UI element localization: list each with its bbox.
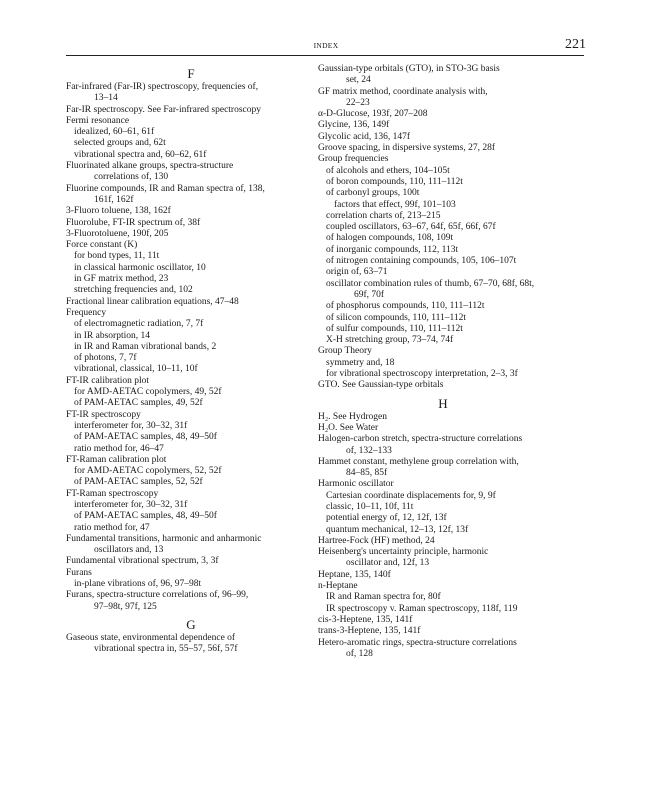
index-entry: Frequency (66, 307, 107, 318)
index-entry: Furans, spectra-structure correlations of, 96–99, (66, 590, 249, 601)
index-entry-continuation: 13–14 (94, 93, 118, 104)
index-entry: FT-Raman spectroscopy (66, 488, 159, 499)
index-subentry: of halogen compounds, 108, 109t (326, 233, 454, 244)
index-entry: Fluorine compounds, IR and Raman spectra of, 138, (66, 183, 265, 194)
index-column-left (66, 64, 316, 656)
index-entry-continuation: set, 24 (346, 75, 371, 86)
index-subentry: of sulfur compounds, 110, 111–112t (326, 323, 463, 334)
index-subentry: quantum mechanical, 12–13, 12f, 13f (326, 524, 469, 535)
index-subentry: selected groups and, 62t (74, 138, 166, 149)
index-column-right (318, 64, 568, 660)
index-entry: Fermi resonance (66, 115, 130, 126)
index-entry: Glycine, 136, 149f (318, 120, 390, 131)
index-subentry: ratio method for, 46–47 (74, 443, 164, 454)
index-subentry: of PAM-AETAC samples, 48, 49–50f (74, 432, 217, 443)
index-subentry: interferometer for, 30–32, 31f (74, 499, 188, 510)
index-entry: GF matrix method, coordinate analysis with, (318, 86, 488, 97)
index-entry: Gaussian-type orbitals (GTO), in STO-3G basis (318, 64, 500, 74)
index-entry-continuation: 161f, 162f (94, 194, 134, 205)
index-subentry: IR and Raman spectra for, 80f (326, 592, 441, 603)
index-subentry: IR spectroscopy v. Raman spectroscopy, 118f, 119 (326, 603, 518, 614)
entries-g-left (66, 633, 316, 656)
index-entry-continuation: of, 132–133 (346, 445, 392, 456)
index-subentry: for AMD-AETAC copolymers, 49, 52f (74, 387, 222, 398)
index-subentry: oscillator combination rules of thumb, 67–70, 68f, 68t, (326, 278, 535, 289)
page-number: 221 (565, 37, 586, 52)
index-subentry: correlation charts of, 213–215 (326, 210, 441, 221)
index-subentry: idealized, 60–61, 61f (74, 127, 155, 138)
index-subentry: in GF matrix method, 23 (74, 274, 169, 285)
index-entry-continuation: oscillator and, 12f, 13 (346, 558, 430, 569)
index-subentry: of phosphorus compounds, 110, 111–112t (326, 301, 485, 312)
entries-g-right (318, 64, 568, 392)
index-entry: Group Theory (318, 346, 372, 357)
index-subentry: for vibrational spectroscopy interpretation, 2–3, 3f (326, 369, 518, 380)
index-subentry: of carbonyl groups, 100t (326, 188, 420, 199)
index-entry: H₂. See Hydrogen (318, 411, 388, 422)
section-letter-h: H (438, 395, 448, 411)
index-subentry: of inorganic compounds, 112, 113t (326, 244, 459, 255)
index-subentry: for AMD-AETAC copolymers, 52, 52f (74, 466, 222, 477)
index-entry: 3-Fluoro toluene, 138, 162f (66, 206, 171, 217)
index-subentry: symmetry and, 18 (326, 357, 395, 368)
running-title: INDEX (313, 41, 339, 50)
index-entry: Harmonic oscillator (318, 479, 394, 490)
index-entry: trans-3-Heptene, 135, 141f (318, 626, 421, 637)
index-entry: Hetero-aromatic rings, spectra-structure correlations (318, 637, 517, 648)
index-subentry: in IR absorption, 14 (74, 330, 150, 341)
index-entry: FT-IR calibration plot (66, 375, 150, 386)
index-entry: Hartree-Fock (HF) method, 24 (318, 535, 435, 546)
index-entry: Groove spacing, in dispersive systems, 27, 28f (318, 143, 496, 154)
section-letter-f: F (187, 66, 195, 81)
index-entry: n-Heptane (318, 581, 358, 592)
index-entry: H₂O. See Water (318, 422, 379, 433)
index-entry: FT-IR spectroscopy (66, 409, 141, 420)
index-entry: FT-Raman calibration plot (66, 454, 167, 465)
index-subentry: potential energy of, 12, 12f, 13f (326, 513, 447, 524)
index-entry-continuation: 97–98t, 97f, 125 (94, 601, 157, 612)
index-subentry: of PAM-AETAC samples, 48, 49–50f (74, 511, 217, 522)
index-subentry: of PAM-AETAC samples, 52, 52f (74, 477, 203, 488)
index-subentry: ratio method for, 47 (74, 522, 150, 533)
index-entry: α-D-Glucose, 193f, 207–208 (318, 109, 428, 120)
index-entry: Hammet constant, methylene group correlation with, (318, 456, 519, 467)
index-entry: Fundamental vibrational spectrum, 3, 3f (66, 556, 219, 567)
index-subentry: in-plane vibrations of, 96, 97–98t (74, 579, 202, 590)
index-entry: GTO. See Gaussian-type orbitals (318, 380, 444, 391)
index-subentry: X-H stretching group, 73–74, 74f (326, 335, 454, 346)
section-letter-g: G (186, 616, 196, 632)
index-entry: Far-IR spectroscopy. See Far-infrared spectroscopy (66, 104, 262, 115)
index-subentry: factors that effect, 99f, 101–103 (334, 199, 456, 210)
index-entry: Group frequencies (318, 154, 389, 165)
index-subentry: Cartesian coordinate displacements for, 9, 9f (326, 490, 496, 501)
index-subentry: vibrational, classical, 10–11, 10f (74, 364, 198, 375)
entries-f (66, 82, 316, 613)
index-entry-continuation: 69f, 70f (354, 289, 385, 300)
index-entry-continuation: of, 128 (346, 648, 373, 659)
index-subentry: interferometer for, 30–32, 31f (74, 420, 188, 431)
index-entry: Fluorinated alkane groups, spectra-structure (66, 161, 234, 172)
index-subentry: vibrational spectra and, 60–62, 61f (74, 149, 207, 160)
index-subentry: of nitrogen containing compounds, 105, 106–107t (326, 256, 517, 267)
index-subentry: in IR and Raman vibrational bands, 2 (74, 341, 217, 352)
index-entry: Fundamental transitions, harmonic and anharmonic (66, 533, 262, 544)
index-entry-continuation: oscillators and, 13 (94, 545, 164, 556)
index-entry: Fluorolube, FT-IR spectrum of, 38f (66, 217, 201, 228)
index-subentry: of electromagnetic radiation, 7, 7f (74, 319, 204, 330)
index-entry: Glycolic acid, 136, 147f (318, 131, 411, 142)
index-entry-continuation: 84–85, 85f (346, 468, 388, 479)
index-entry: Force constant (K) (66, 240, 138, 251)
index-entry: Fractional linear calibration equations, 47–48 (66, 296, 239, 307)
header-rule (66, 55, 584, 56)
index-subentry: for bond types, 11, 11t (74, 251, 160, 262)
index-subentry: in classical harmonic oscillator, 10 (74, 262, 206, 273)
index-entry: Heptane, 135, 140f (318, 569, 391, 580)
entries-h (318, 412, 568, 661)
index-subentry: stretching frequencies and, 102 (74, 285, 193, 296)
index-entry: Far-infrared (Far-IR) spectroscopy, frequencies of, (66, 82, 259, 92)
index-subentry: of photons, 7, 7f (74, 353, 137, 364)
index-entry: 3-Fluorotoluene, 190f, 205 (66, 228, 169, 239)
index-subentry: of PAM-AETAC samples, 49, 52f (74, 398, 203, 409)
index-entry-continuation: correlations of, 130 (94, 172, 169, 183)
index-entry: cis-3-Heptene, 135, 141f (318, 614, 413, 625)
index-entry: Furans (66, 567, 92, 578)
index-entry: Heisenberg's uncertainty principle, harmonic (318, 547, 489, 558)
index-entry: Halogen-carbon stretch, spectra-structure correlations (318, 434, 523, 445)
index-subentry: of silicon compounds, 110, 111–112t (326, 312, 467, 323)
index-subentry: coupled oscillators, 63–67, 64f, 65f, 66f, 67f (326, 222, 496, 233)
index-subentry: of alcohols and ethers, 104–105t (326, 165, 450, 176)
page-header (66, 37, 586, 53)
index-subentry: origin of, 63–71 (326, 267, 388, 278)
index-entry-continuation: 22–23 (346, 97, 370, 108)
index-entry-continuation: vibrational spectra in, 55–57, 56f, 57f (94, 644, 238, 655)
index-subentry: classic, 10–11, 10f, 11t (326, 501, 414, 512)
index-subentry: of boron compounds, 110, 111–112t (326, 176, 463, 187)
index-entry: Gaseous state, environmental dependence of (66, 632, 236, 643)
